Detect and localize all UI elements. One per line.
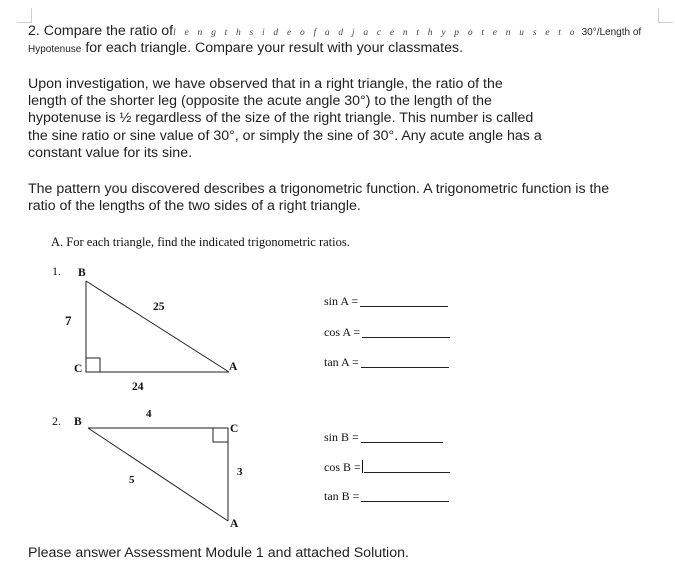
triangle1-vertex-c: C bbox=[74, 363, 83, 375]
triangle2-side-label-right: 3 bbox=[237, 466, 243, 478]
ratio-label: sin A = bbox=[324, 294, 359, 308]
ratio-label: sin B = bbox=[324, 430, 359, 444]
instruction-text: A. For each triangle, find the indicated trigonometric ratios. bbox=[51, 235, 350, 249]
ratio-label: tan B = bbox=[324, 489, 360, 503]
answer-blank[interactable] bbox=[360, 305, 448, 307]
ratio-label: tan A = bbox=[324, 355, 359, 369]
paragraph-line: hypotenuse is ½ regardless of the size of the right triangle. This number is called bbox=[28, 110, 534, 127]
triangle1-vertex-a: A bbox=[229, 361, 238, 373]
question-inline-text: l e n g t h s i d e o f a d j a c e n t h y p o t e n u s e t o bbox=[173, 28, 578, 38]
question-number: 2. bbox=[28, 23, 40, 39]
triangle1-number: 1. bbox=[52, 264, 61, 278]
triangle1-vertex-b: B bbox=[78, 267, 86, 279]
triangle1-side-label-bottom: 24 bbox=[132, 381, 144, 393]
answer-blank[interactable] bbox=[361, 500, 449, 502]
paragraph-line: ratio of the lengths of the two sides of a right triangle. bbox=[28, 198, 361, 215]
text-cursor bbox=[362, 460, 363, 473]
ratio-tan-b bbox=[324, 489, 449, 504]
paragraph-line: The pattern you discovered describes a trigonometric function. A trigonometric function is the bbox=[28, 181, 610, 197]
triangle2-right-angle-mark bbox=[213, 428, 228, 442]
triangle2-vertex-a: A bbox=[230, 518, 239, 530]
triangle1-side-ab bbox=[86, 281, 229, 372]
question-rest: for each triangle. Compare your result with your classmates. bbox=[85, 40, 464, 56]
question-small-text: Hypotenuse bbox=[28, 44, 82, 55]
triangle2-vertex-b: B bbox=[74, 416, 82, 428]
triangle2-side-label-top: 4 bbox=[146, 408, 152, 420]
question-lead: Compare the ratio of bbox=[43, 23, 174, 39]
triangle2-number: 2. bbox=[52, 414, 61, 428]
paragraph-line: the sine ratio or sine value of 30°, or simply the sine of 30°. Any acute angle has a bbox=[28, 127, 542, 144]
ratio-sin-a bbox=[324, 294, 448, 309]
answer-blank[interactable] bbox=[364, 471, 450, 473]
ratio-cos-a bbox=[324, 325, 450, 340]
triangle2-vertex-c: C bbox=[230, 423, 239, 435]
triangle1-right-angle-mark bbox=[86, 358, 100, 372]
answer-blank[interactable] bbox=[362, 336, 450, 338]
triangle2-side-label-hyp: 5 bbox=[129, 474, 135, 486]
ratio-label: cos B = bbox=[324, 460, 361, 474]
triangle2-side-ba bbox=[88, 428, 228, 521]
ratio-label: cos A = bbox=[324, 325, 361, 339]
footer-note: Please answer Assessment Module 1 and attached Solution. bbox=[28, 545, 409, 561]
question-tail: 30°/Length of bbox=[581, 27, 642, 38]
triangle1-side-label-left: 7 bbox=[65, 313, 72, 328]
ratio-cos-b bbox=[324, 460, 450, 475]
paragraph-line: constant value for its sine. bbox=[28, 144, 193, 161]
ratio-sin-b bbox=[324, 430, 443, 445]
paragraph-line: length of the shorter leg (opposite the acute angle 30°) to the length of the bbox=[28, 93, 492, 110]
triangle1-side-label-hyp: 25 bbox=[153, 301, 165, 313]
ratio-tan-a bbox=[324, 355, 449, 370]
answer-blank[interactable] bbox=[361, 441, 443, 443]
answer-blank[interactable] bbox=[361, 366, 449, 368]
paragraph-line: Upon investigation, we have observed that in a right triangle, the ratio of the bbox=[28, 76, 503, 92]
